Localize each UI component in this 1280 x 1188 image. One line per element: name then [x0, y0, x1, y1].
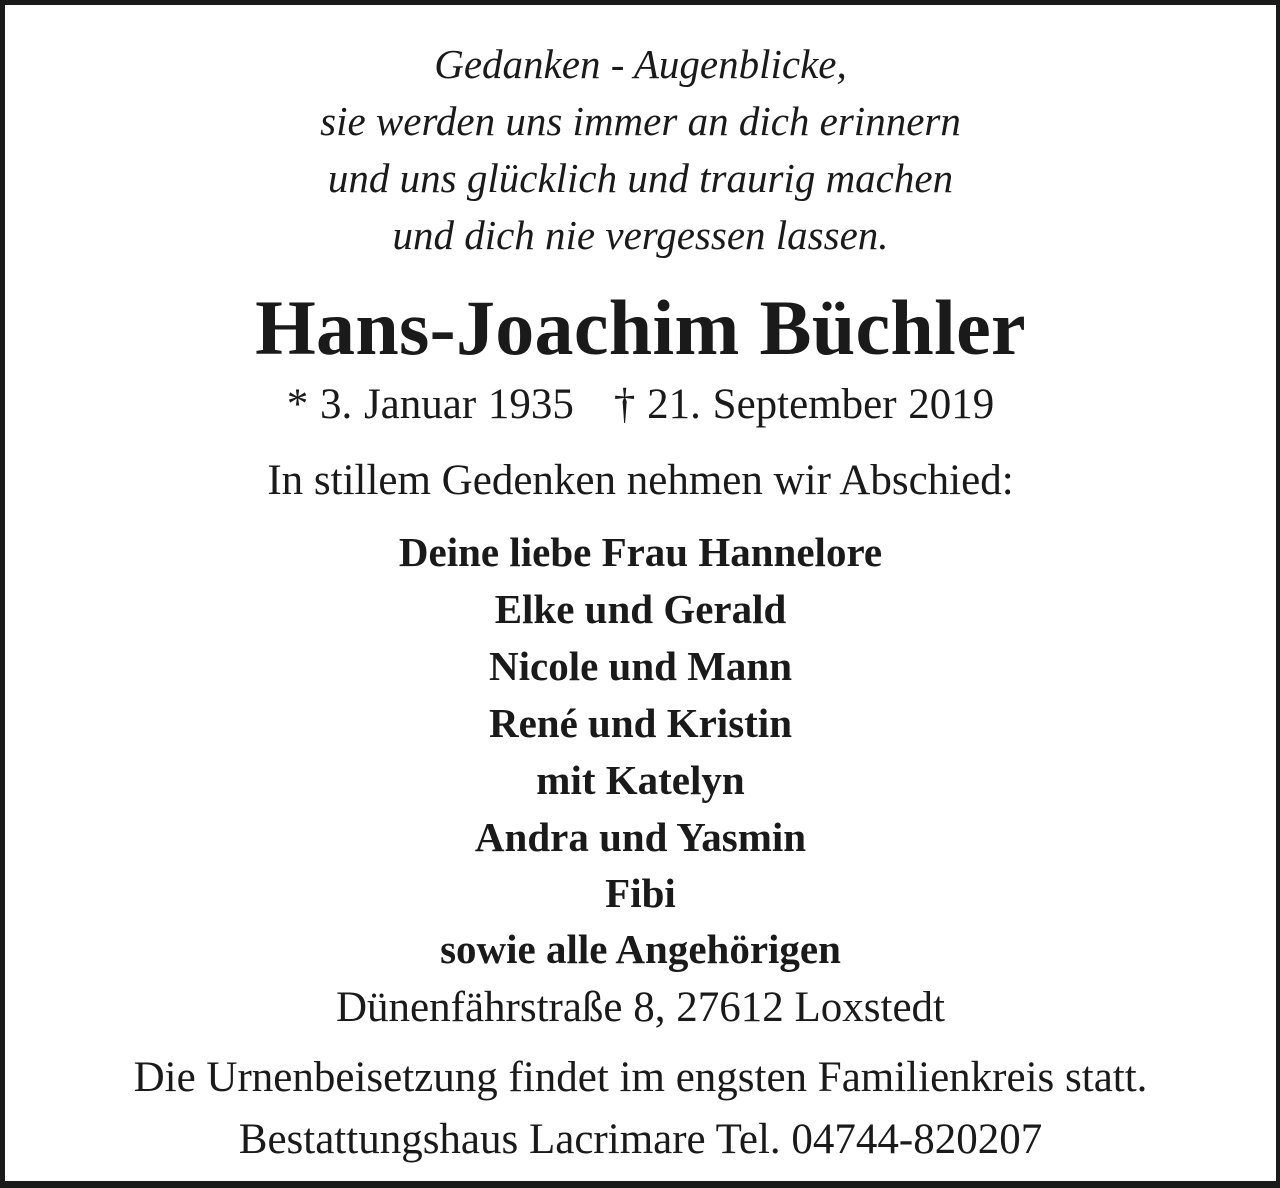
birth-date: * 3. Januar 1935 — [286, 381, 574, 428]
life-dates — [5, 383, 1276, 426]
mourner-line: Fibi — [605, 870, 676, 916]
poem-line-1: Gedanken - Augenblicke, — [434, 41, 847, 87]
mourner-line: Nicole und Mann — [489, 643, 792, 689]
poem-line-3: und uns glücklich und traurig machen — [327, 155, 954, 201]
funeral-home-contact: Bestattungshaus Lacrimare Tel. 04744-820207 — [238, 1116, 1043, 1163]
mourner-line: Andra und Yasmin — [474, 814, 807, 860]
mourner-line: sowie alle Angehörigen — [440, 926, 841, 972]
burial-notice: Die Urnenbeisetzung findet im engsten Familienkreis statt. — [133, 1054, 1148, 1101]
mourner-line: mit Katelyn — [536, 757, 745, 803]
death-date: † 21. September 2019 — [613, 381, 995, 428]
farewell-intro: In stillem Gedenken nehmen wir Abschied: — [267, 457, 1014, 504]
mourner-line: René und Kristin — [489, 700, 792, 746]
mourner-line: Deine liebe Frau Hannelore — [398, 529, 883, 575]
family-address: Dünenfährstraße 8, 27612 Loxstedt — [335, 984, 945, 1031]
deceased-name: Hans-Joachim Büchler — [255, 284, 1026, 371]
poem-line-4: und dich nie vergessen lassen. — [392, 212, 889, 258]
poem-line-2: sie werden uns immer an dich erinnern — [320, 98, 961, 144]
mourner-line: Elke und Gerald — [494, 586, 787, 632]
